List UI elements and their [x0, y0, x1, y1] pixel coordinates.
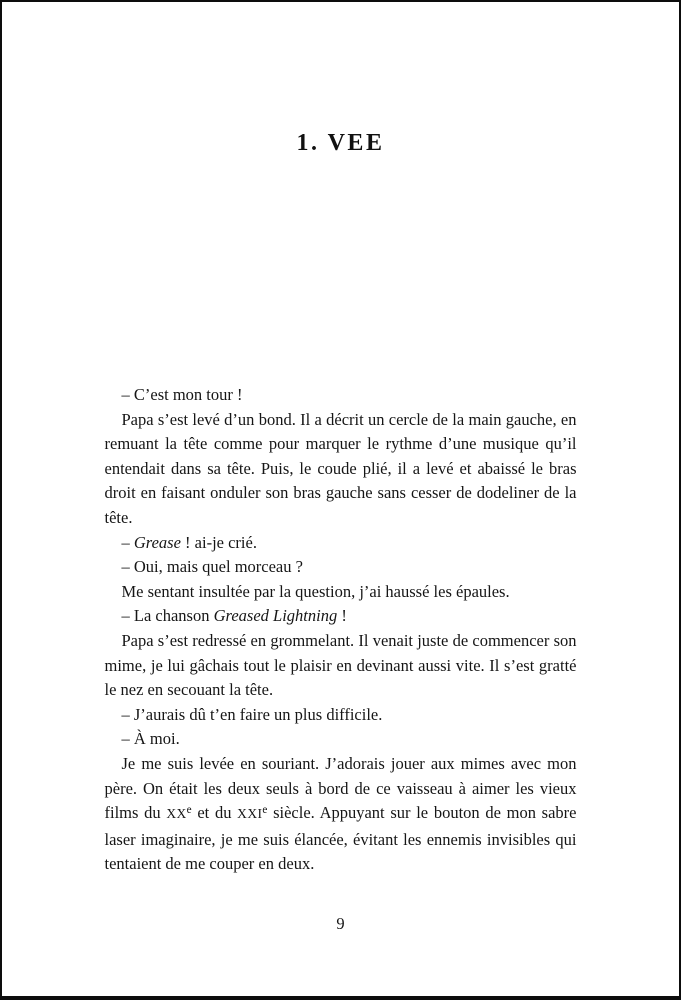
text-segment-sup: e: [262, 804, 268, 817]
page-body: [105, 383, 577, 877]
text-segment-smallcaps: XX: [166, 806, 187, 822]
text-segment: – Oui, mais quel morceau ?: [121, 557, 303, 577]
text-segment: et du: [191, 803, 238, 823]
text-segment-italic: Greased Lightning: [213, 606, 338, 626]
page-number: 9: [336, 914, 345, 933]
text-segment: !: [337, 606, 347, 626]
paragraph: [105, 604, 577, 629]
text-segment-sup: e: [186, 804, 192, 817]
text-segment: siècle. Appuyant sur le bouton de mon sabre laser imaginaire, je me suis élancée, évitant les ennemis invisibles qui tentaient de me couper en deux.: [104, 803, 577, 874]
text-segment: – J’aurais dû t’en faire un plus difficile.: [121, 704, 383, 724]
paragraph: [105, 531, 577, 556]
paragraph: [105, 383, 577, 408]
text-segment: Papa s’est levé d’un bond. Il a décrit un cercle de la main gauche, en remuant la tête comme pour marquer le rythme d’une musique qu’il entendait dans sa tête. Puis, le coude plié, il a levé et abaissé le bras droit en faisant onduler son bras gauche sans cesser de dodeliner de la tête.: [104, 409, 577, 527]
text-segment: ! ai-je crié.: [180, 532, 257, 552]
chapter-title: 1. VEE: [296, 130, 385, 156]
text-segment-smallcaps: XXI: [237, 806, 263, 822]
text-segment: Me sentant insultée par la question, j’ai haussé les épaules.: [121, 581, 510, 601]
text-segment: – À moi.: [121, 729, 180, 749]
text-segment: – La chanson: [121, 606, 214, 626]
paragraph: [105, 629, 577, 703]
paragraph: [105, 727, 577, 752]
text-segment-italic: Grease: [133, 532, 181, 552]
paragraph: [105, 752, 577, 877]
text-segment: – C’est mon tour !: [121, 385, 243, 404]
paragraph: [105, 580, 577, 605]
text-segment: Papa s’est redressé en grommelant. Il venait juste de commencer son mime, je lui gâchais tout le plaisir en devinant aussi vite. Il s’est gratté le nez en secouant la tête.: [104, 630, 577, 700]
paragraph: [105, 555, 577, 580]
paragraph: [105, 408, 577, 531]
text-segment: Je me suis levée en souriant. J’adorais jouer aux mimes avec mon père. On était les deux seuls à bord de ce vaisseau à aimer les vieux films du: [104, 753, 577, 823]
text-segment: –: [121, 532, 134, 552]
paragraph: [105, 703, 577, 728]
